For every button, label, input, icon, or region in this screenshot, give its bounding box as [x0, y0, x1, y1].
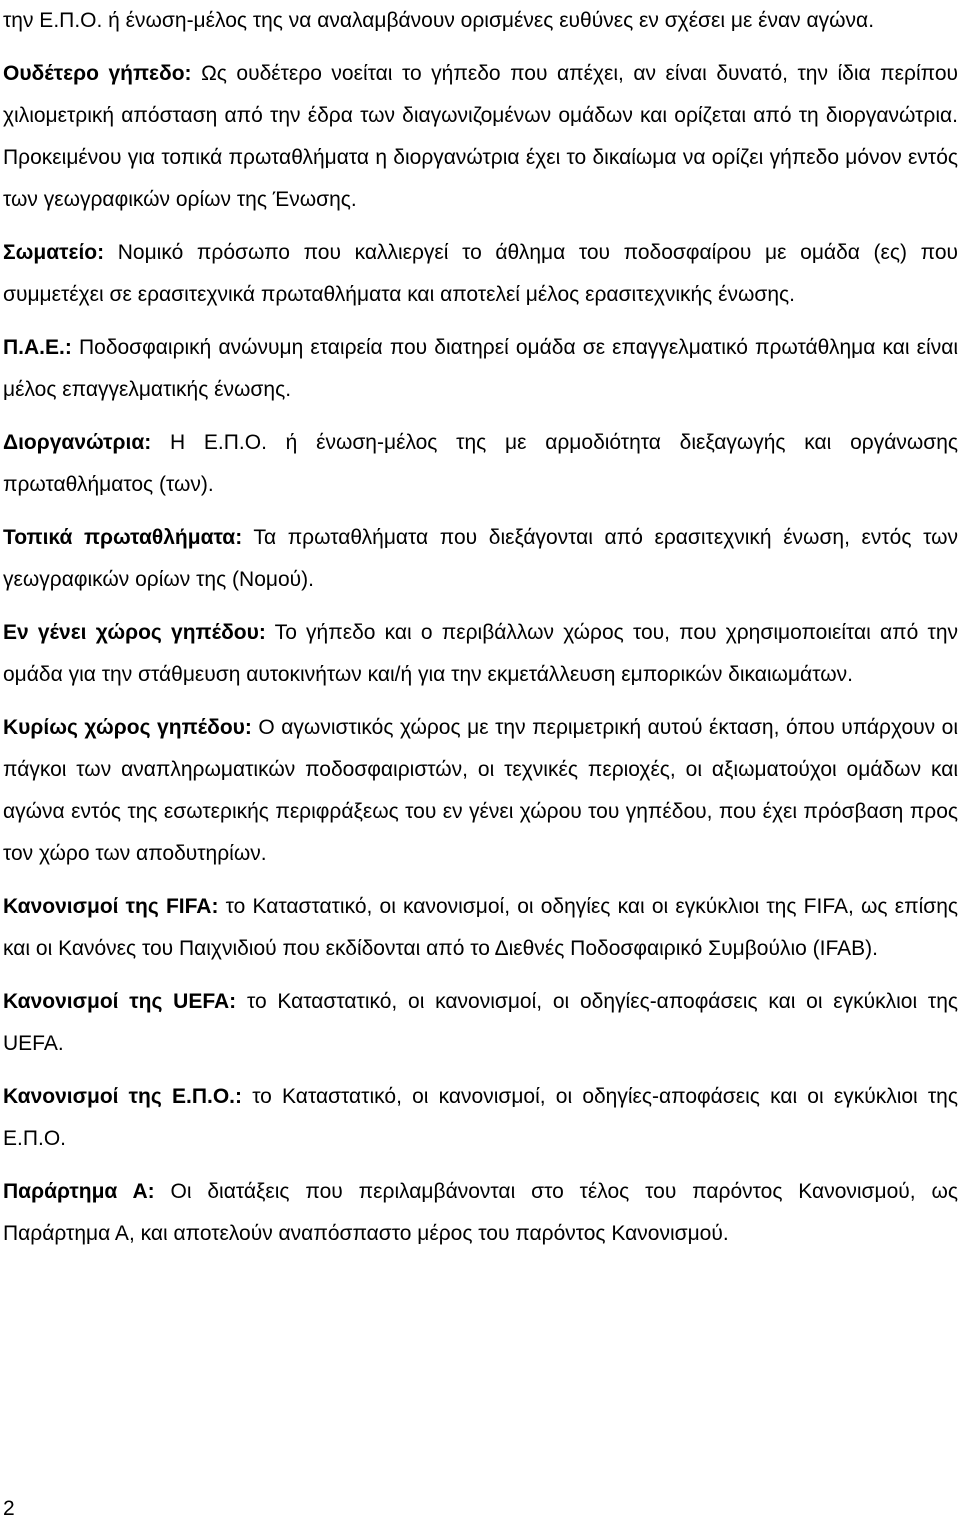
document-page — [3, 0, 958, 1255]
definition-organizer — [3, 422, 958, 506]
definition-general-ground-area — [3, 612, 958, 696]
definition-text: Το γήπεδο και ο περιβάλλων χώρος του, που χρησιμοποιείται από την ομάδα για την στάθμευση αυτοκινήτων και/ή για την εκμετάλλευση εμπορικών δικαιωμάτων. — [3, 621, 958, 686]
definition-text: Τα πρωταθλήματα που διεξάγονται από ερασιτεχνική ένωση, εντός των γεωγραφικών ορίων της (Νομού). — [3, 526, 958, 591]
definition-text: Ο αγωνιστικός χώρος με την περιμετρική αυτού έκταση, όπου υπάρχουν οι πάγκοι των αναπληρωματικών ποδοσφαιριστών, οι τεχνικές περιοχές, οι αξιωματούχοι ομάδων και αγώνα εντός της εσωτερικής περιφράξεως του εν γένει χώρου του γηπέδου, που έχει πρόσβαση προς τον χώρο των αποδυτηρίων. — [3, 716, 958, 865]
definition-term: Διοργανώτρια: — [3, 431, 152, 454]
definition-epo-regulations — [3, 1076, 958, 1160]
definition-text: το Καταστατικό, οι κανονισμοί, οι οδηγίες-αποφάσεις και οι εγκύκλιοι της UEFA. — [3, 990, 959, 1055]
definition-term: Τοπικά πρωταθλήματα: — [3, 526, 243, 549]
definition-uefa-regulations — [3, 981, 958, 1065]
definition-term: Παράρτημα Α: — [3, 1180, 155, 1203]
definition-term: Εν γένει χώρος γηπέδου: — [3, 621, 266, 644]
definition-term: Π.Α.Ε.: — [3, 336, 72, 359]
definition-text: το Καταστατικό, οι κανονισμοί, οι οδηγίες και οι εγκύκλιοι της FIFA, ως επίσης και οι Κανόνες του Παιχνιδιού που εκδίδονται από το Διεθνές Ποδοσφαιρικό Συμβούλιο (IFAB). — [3, 895, 958, 960]
definition-text: Ως ουδέτερο νοείται το γήπεδο που απέχει, αν είναι δυνατό, την ίδια περίπου χιλιομετρική απόσταση από την έδρα των διαγωνιζομένων ομάδων και ορίζεται από τη διοργανώτρια. Προκειμένου για τοπικά πρωταθλήματα η διοργανώτρια έχει το δικαίωμα να ορίζει γήπεδο μόνον εντός των γεωγραφικών ορίων της Ένωσης. — [3, 62, 958, 211]
definition-term: Κανονισμοί της FIFA: — [3, 895, 219, 918]
definition-local-championships — [3, 517, 958, 601]
page-number: 2 — [3, 1497, 15, 1520]
definition-text: Ποδοσφαιρική ανώνυμη εταιρεία που διατηρεί ομάδα σε επαγγελματικό πρωτάθλημα και είναι μέλος επαγγελματικής ένωσης. — [3, 336, 958, 401]
definition-text: Οι διατάξεις που περιλαμβάνονται στο τέλος του παρόντος Κανονισμού, ως Παράρτημα Α, και αποτελούν αναπόσπαστο μέρος του παρόντος Κανονισμού. — [3, 1180, 958, 1245]
definition-main-ground-area — [3, 707, 958, 875]
definition-pae — [3, 327, 958, 411]
definition-annex-a — [3, 1171, 958, 1255]
definition-text: Η Ε.Π.Ο. ή ένωση-μέλος της με αρμοδιότητα διεξαγωγής και οργάνωσης πρωταθλήματος (των). — [3, 431, 958, 496]
definition-term: Κανονισμοί της UEFA: — [3, 990, 237, 1013]
definition-text: το Καταστατικό, οι κανονισμοί, οι οδηγίες-αποφάσεις και οι εγκύκλιοι της Ε.Π.Ο. — [3, 1085, 958, 1150]
definition-term: Σωματείο: — [3, 241, 105, 264]
definition-fifa-regulations — [3, 886, 958, 970]
definition-club — [3, 232, 958, 316]
definition-term: Κανονισμοί της Ε.Π.Ο.: — [3, 1085, 242, 1108]
continuation-paragraph: την Ε.Π.Ο. ή ένωση-μέλος της να αναλαμβάνουν ορισμένες ευθύνες εν σχέσει με έναν αγώνα. — [3, 9, 875, 32]
definition-neutral-ground — [3, 53, 958, 221]
definition-term: Ουδέτερο γήπεδο: — [3, 62, 192, 85]
definition-term: Κυρίως χώρος γηπέδου: — [3, 716, 252, 739]
definition-text: Νομικό πρόσωπο που καλλιεργεί το άθλημα του ποδοσφαίρου με ομάδα (ες) που συμμετέχει σε ερασιτεχνικά πρωταθλήματα και αποτελεί μέλος ερασιτεχνικής ένωσης. — [3, 241, 958, 306]
